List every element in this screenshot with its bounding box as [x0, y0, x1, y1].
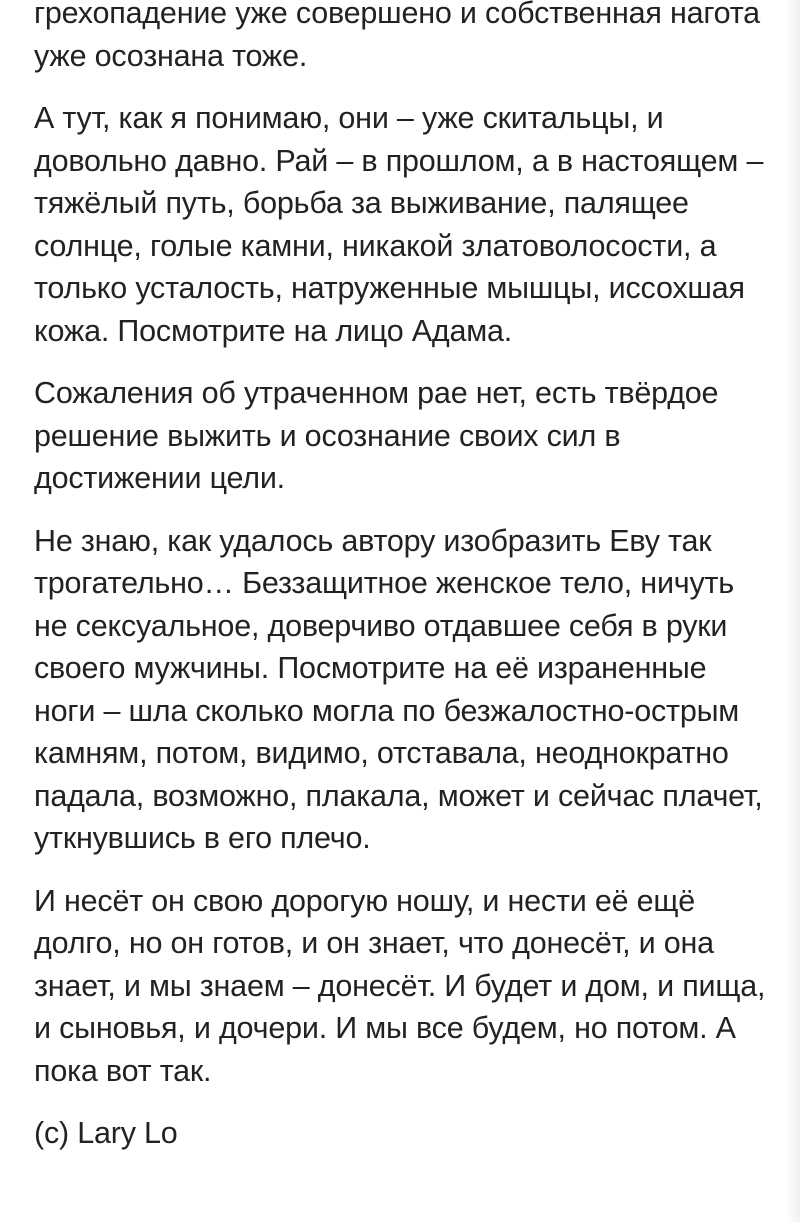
paragraph-eve: Не знаю, как удалось автору изобразить Еву так трогательно… Беззащитное женское тело, ничуть не сексуальное, доверчиво отдавшее себя в руки своего мужчины. Посмотрите на её израненные ноги – шла сколько могла по безжалостно-острым камням, потом, видимо, отставала, неоднократно падала, возможно, плакала, может и сейчас плачет, уткнувшись в его плечо.: [34, 523, 763, 855]
article-body: [34, 0, 774, 1175]
author-signature: (c) Lary Lo: [34, 1116, 178, 1150]
scroll-edge-shade: [786, 0, 800, 1222]
paragraph-burden: И несёт он свою дорогую ношу, и нести её ещё долго, но он готов, и он знает, что донесёт, и она знает, и мы знаем – донесёт. И будет и дом, и пища, и сыновья, и дочери. И мы все будем, но потом. А пока вот так.: [34, 883, 766, 1088]
paragraph-intro: грехопадение уже совершено и собственная нагота уже осознана тоже.: [34, 0, 760, 73]
paragraph-wanderers: А тут, как я понимаю, они – уже скитальцы, и довольно давно. Рай – в прошлом, а в настоящем – тяжёлый путь, борьба за выживание, палящее солнце, голые камни, никакой златоволосости, а только усталость, натруженные мышцы, иссохшая кожа. Посмотрите на лицо Адама.: [34, 101, 764, 348]
paragraph-no-regret: Сожаления об утраченном рае нет, есть твёрдое решение выжить и осознание своих сил в достижении цели.: [34, 376, 719, 495]
